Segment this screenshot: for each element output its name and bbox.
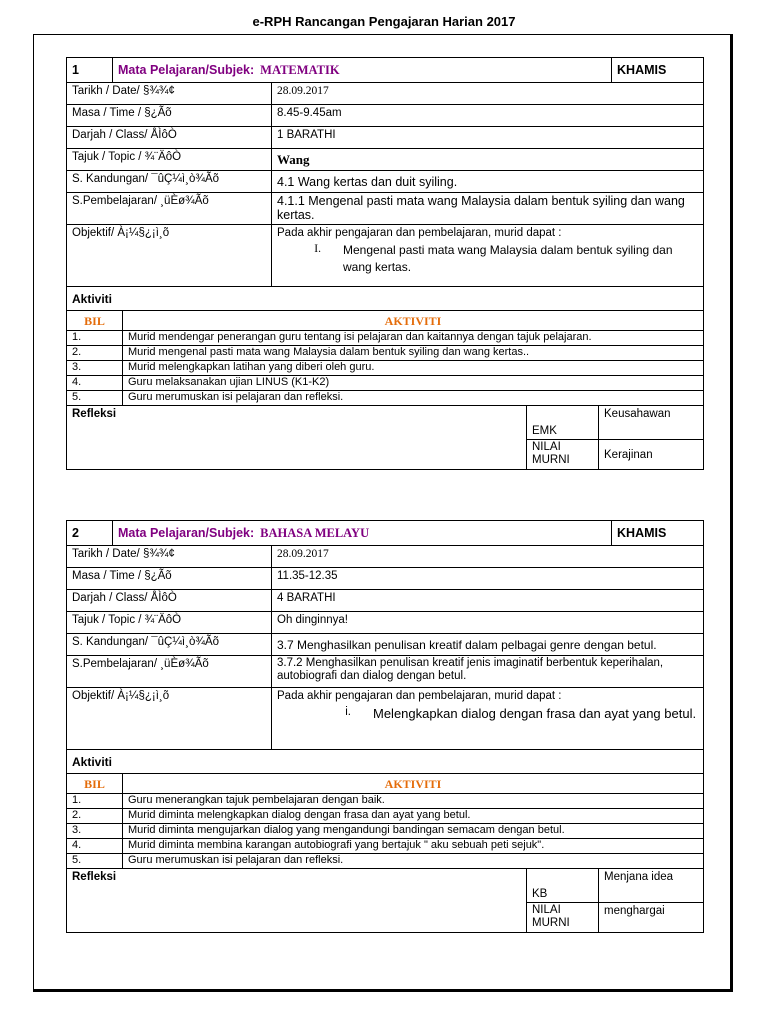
lesson-1-reflection <box>66 405 704 470</box>
activity-number: 2. <box>67 809 123 824</box>
lesson-1 <box>66 57 703 470</box>
topic-value: Wang <box>272 149 704 171</box>
learning-standard-label: S.Pembelajaran/ ¸üÈø¾Ãõ <box>67 193 272 225</box>
activities-title: Aktiviti <box>67 750 704 774</box>
lesson-1-details <box>66 57 704 287</box>
aktiviti-header: AKTIVITI <box>123 774 704 794</box>
activity-text: Guru menerangkan tajuk pembelajaran dengan baik. <box>123 794 704 809</box>
reflection-cell <box>67 406 527 470</box>
activity-number: 5. <box>67 854 123 869</box>
objective-marker: i. <box>345 706 351 718</box>
date-label: Tarikh / Date/ §¾¾¢ <box>67 83 272 105</box>
activity-text: Guru merumuskan isi pelajaran dan refleksi. <box>123 391 704 406</box>
activity-text: Murid mengenal pasti mata wang Malaysia dalam bentuk syiling dan wang kertas.. <box>123 346 704 361</box>
content-standard-label: S. Kandungan/ ¯ûÇ¼ì¸ò¾Ãõ <box>67 171 272 193</box>
subject-name: BAHASA MELAYU <box>260 526 370 540</box>
activity-text: Murid mendengar penerangan guru tentang isi pelajaran dan kaitannya dengan tajuk pelajaran. <box>123 331 704 346</box>
page-title: e-RPH Rancangan Pengajaran Harian 2017 <box>252 14 516 29</box>
reflection-cell <box>67 869 527 933</box>
lesson-2-details <box>66 520 704 750</box>
day-label: KHAMIS <box>612 58 704 83</box>
activity-text: Murid diminta mengujarkan dialog yang mengandungi bandingan semacam dengan betul. <box>123 824 704 839</box>
topic-value: Oh dinginnya! <box>272 612 704 634</box>
objective-cell <box>272 688 704 750</box>
lesson-2-reflection <box>66 868 704 933</box>
date-value: 28.09.2017 <box>272 83 704 105</box>
reflection-label: Refleksi <box>72 408 117 420</box>
time-value: 8.45-9.45am <box>272 105 704 127</box>
class-label: Darjah / Class/ ÅÌôÒ <box>67 590 272 612</box>
objective-label: Objektif/ À¡¼§¿¡ì¸õ <box>67 688 272 750</box>
lesson-1-activities <box>66 286 704 406</box>
objective-item <box>277 705 698 723</box>
subject-cell <box>113 521 612 546</box>
learning-standard-value: 4.1.1 Mengenal pasti mata wang Malaysia dalam bentuk syiling dan wang kertas. <box>272 193 704 225</box>
objective-intro: Pada akhir pengajaran dan pembelajaran, murid dapat : <box>277 227 562 239</box>
objective-label: Objektif/ À¡¼§¿¡ì¸õ <box>67 225 272 287</box>
activity-text: Guru melaksanakan ujian LINUS (K1-K2) <box>123 376 704 391</box>
class-value: 1 BARATHI <box>272 127 704 149</box>
objective-cell <box>272 225 704 287</box>
activity-row <box>67 824 704 839</box>
activity-number: 1. <box>67 331 123 346</box>
date-label: Tarikh / Date/ §¾¾¢ <box>67 546 272 568</box>
content-standard-value: 4.1 Wang kertas dan duit syiling. <box>272 171 704 193</box>
activity-number: 4. <box>67 376 123 391</box>
nilai-murni-label: NILAI MURNI <box>527 440 599 470</box>
activity-row <box>67 839 704 854</box>
subject-label: Mata Pelajaran/Subjek: <box>118 63 255 77</box>
class-label: Darjah / Class/ ÅÌôÒ <box>67 127 272 149</box>
cross-element-value: Menjana idea <box>599 869 704 903</box>
activity-row <box>67 376 704 391</box>
objective-marker: I. <box>314 243 321 255</box>
class-value: 4 BARATHI <box>272 590 704 612</box>
lesson-number: 1 <box>67 58 113 83</box>
activities-title: Aktiviti <box>67 287 704 311</box>
activity-row <box>67 331 704 346</box>
activity-number: 3. <box>67 361 123 376</box>
activity-number: 1. <box>67 794 123 809</box>
reflection-label: Refleksi <box>72 871 117 883</box>
subject-label: Mata Pelajaran/Subjek: <box>118 526 255 540</box>
subject-name: MATEMATIK <box>260 63 340 77</box>
nilai-murni-label: NILAI MURNI <box>527 903 599 933</box>
lesson-2 <box>66 520 703 933</box>
activity-row <box>67 346 704 361</box>
activity-row <box>67 854 704 869</box>
time-value: 11.35-12.35 <box>272 568 704 590</box>
activity-row <box>67 809 704 824</box>
content-standard-value: 3.7 Menghasilkan penulisan kreatif dalam pelbagai genre dengan betul. <box>272 634 704 656</box>
activity-row <box>67 361 704 376</box>
activity-row <box>67 391 704 406</box>
activity-row <box>67 794 704 809</box>
activity-number: 4. <box>67 839 123 854</box>
content-standard-label: S. Kandungan/ ¯ûÇ¼ì¸ò¾Ãõ <box>67 634 272 656</box>
topic-label: Tajuk / Topic / ¾¨ÄôÒ <box>67 149 272 171</box>
activity-number: 2. <box>67 346 123 361</box>
cross-element-label: EMK <box>527 406 599 440</box>
bil-header: BIL <box>67 774 123 794</box>
learning-standard-value: 3.7.2 Menghasilkan penulisan kreatif jenis imaginatif berbentuk keperihalan, autobiografi dan dialog dengan betul. <box>272 656 704 688</box>
learning-standard-label: S.Pembelajaran/ ¸üÈø¾Ãõ <box>67 656 272 688</box>
lesson-number: 2 <box>67 521 113 546</box>
activity-text: Murid diminta membina karangan autobiografi yang bertajuk " aku sebuah peti sejuk". <box>123 839 704 854</box>
time-label: Masa / Time / §¿Ãõ <box>67 568 272 590</box>
time-label: Masa / Time / §¿Ãõ <box>67 105 272 127</box>
activity-text: Guru merumuskan isi pelajaran dan refleksi. <box>123 854 704 869</box>
topic-label: Tajuk / Topic / ¾¨ÄôÒ <box>67 612 272 634</box>
date-value: 28.09.2017 <box>272 546 704 568</box>
nilai-murni-value: Kerajinan <box>599 440 704 470</box>
objective-text: Mengenal pasti mata wang Malaysia dalam bentuk syiling dan wang kertas. <box>343 243 673 274</box>
activity-text: Murid melengkapkan latihan yang diberi oleh guru. <box>123 361 704 376</box>
activity-number: 3. <box>67 824 123 839</box>
nilai-murni-value: menghargai <box>599 903 704 933</box>
day-label: KHAMIS <box>612 521 704 546</box>
cross-element-value: Keusahawan <box>599 406 704 440</box>
activity-number: 5. <box>67 391 123 406</box>
objective-text: Melengkapkan dialog dengan frasa dan ayat yang betul. <box>373 706 697 721</box>
objective-intro: Pada akhir pengajaran dan pembelajaran, murid dapat : <box>277 690 562 702</box>
lesson-2-activities <box>66 749 704 869</box>
activity-text: Murid diminta melengkapkan dialog dengan frasa dan ayat yang betul. <box>123 809 704 824</box>
aktiviti-header: AKTIVITI <box>123 311 704 331</box>
objective-item <box>277 242 698 276</box>
cross-element-label: KB <box>527 869 599 903</box>
bil-header: BIL <box>67 311 123 331</box>
subject-cell <box>113 58 612 83</box>
